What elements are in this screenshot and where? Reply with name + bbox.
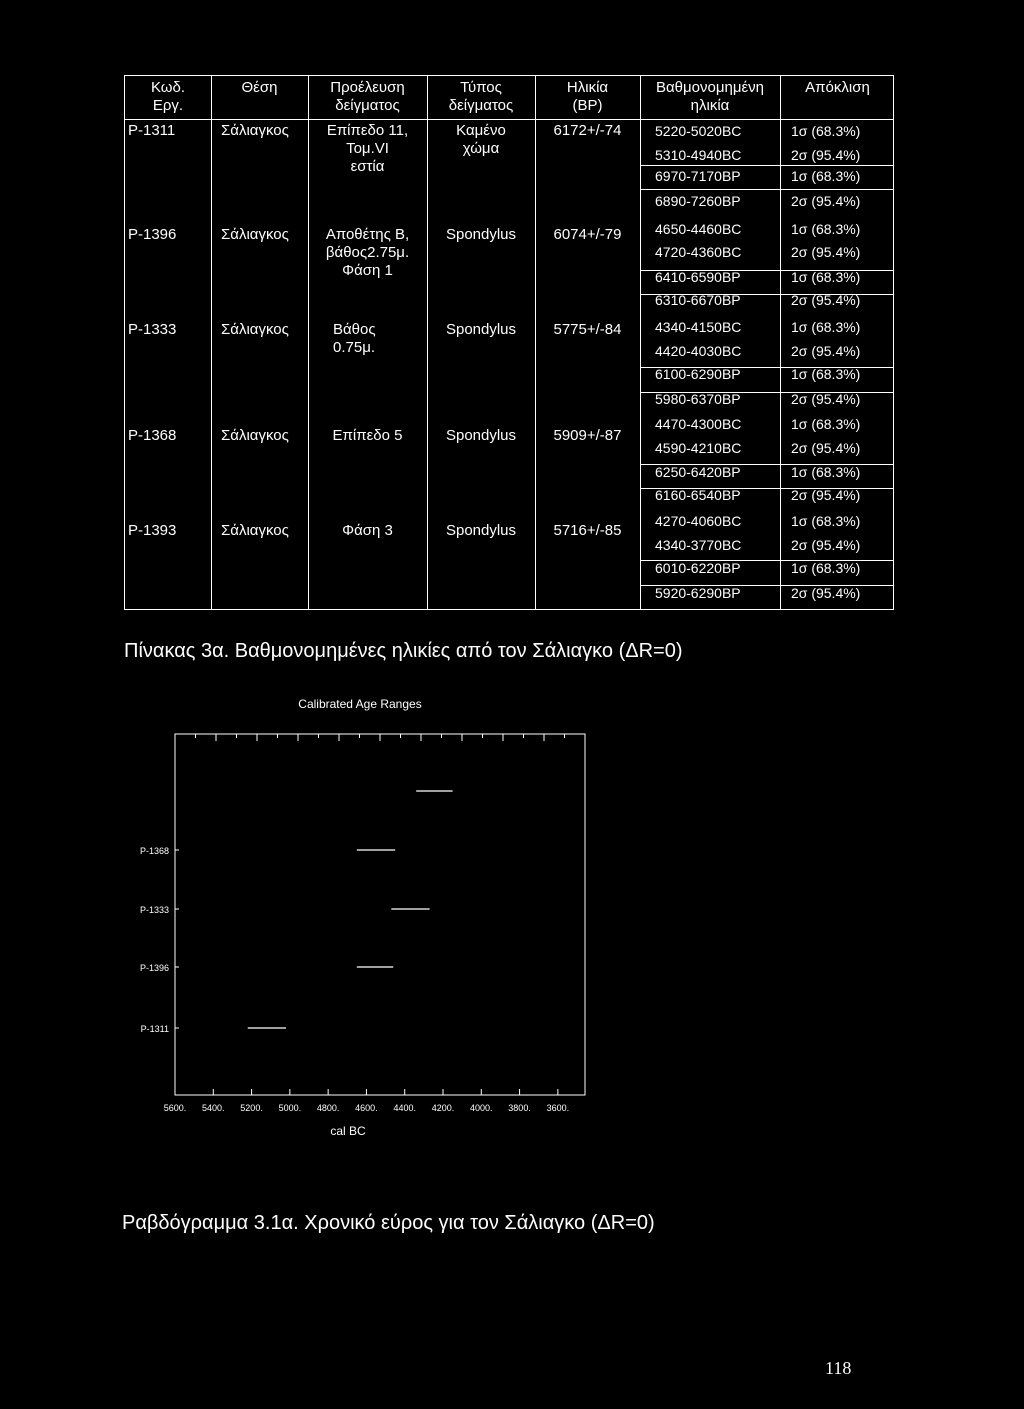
- header-code: Κωδ. Εργ.: [150, 79, 186, 114]
- deviation: 2σ (95.4%): [791, 487, 861, 503]
- col-divider: [211, 76, 212, 609]
- calibrated-range: 4270-4060BC: [655, 513, 742, 529]
- header-location: Θέση: [241, 79, 278, 96]
- chart-caption: Ραβδόγραμμα 3.1α. Χρονικό εύρος για τον Σάλιαγκο (ΔR=0): [122, 1212, 655, 1234]
- header-age: Ηλικία (BP): [566, 79, 609, 114]
- x-tick-label: 5400.: [202, 1103, 225, 1113]
- deviation: 2σ (95.4%): [791, 292, 861, 308]
- calibrated-range: 6890-7260BP: [655, 193, 741, 209]
- calibrated-range: 5220-5020BC: [655, 123, 742, 139]
- calibrated-range: 4340-3770BC: [655, 537, 742, 553]
- deviation: 2σ (95.4%): [791, 585, 861, 601]
- calibrated-range: 6250-6420BP: [655, 464, 741, 480]
- deviation: 2σ (95.4%): [791, 391, 861, 407]
- sample-code: P-1393: [128, 522, 177, 539]
- calibrated-range: 4470-4300BC: [655, 416, 742, 432]
- x-tick-label: 5600.: [163, 1103, 187, 1113]
- deviation: 1σ (68.3%): [791, 513, 861, 529]
- x-tick-label: 4200.: [431, 1103, 455, 1113]
- col-divider: [640, 76, 641, 609]
- sample-age: 6172+/-74: [553, 122, 622, 139]
- deviation: 1σ (68.3%): [791, 416, 861, 432]
- x-tick-label: 4000.: [470, 1103, 493, 1113]
- sample-type: Καμένο χώμα: [456, 122, 506, 157]
- sample-type: Spondylus: [445, 427, 517, 444]
- deviation: 1σ (68.3%): [791, 560, 861, 576]
- sample-type: Spondylus: [445, 226, 517, 243]
- sample-code: P-1396: [128, 226, 177, 243]
- sample-origin: Επίπεδο 11, Τομ.VI εστία: [326, 122, 409, 175]
- sample-age: 6074+/-79: [553, 226, 622, 243]
- sample-code: P-1311: [128, 122, 176, 139]
- range-divider: [640, 165, 893, 166]
- deviation: 2σ (95.4%): [791, 343, 861, 359]
- calibrated-range: 6100-6290BP: [655, 366, 741, 382]
- chart-title: Calibrated Age Ranges: [298, 697, 422, 711]
- header-divider: [125, 119, 893, 120]
- x-tick-label: 5000.: [278, 1103, 302, 1113]
- x-tick-label: 3600.: [546, 1103, 570, 1113]
- plot-frame: [175, 734, 585, 1095]
- calibrated-range: 4720-4360BC: [655, 244, 742, 260]
- page-number: 118: [825, 1358, 852, 1378]
- deviation: 1σ (68.3%): [791, 464, 861, 480]
- series-label: P-1396: [139, 963, 169, 973]
- deviation: 2σ (95.4%): [791, 147, 861, 163]
- table-caption: Πίνακας 3α. Βαθμονομημένες ηλικίες από τον Σάλιαγκο (ΔR=0): [124, 640, 683, 662]
- sample-location: Σάλιαγκος: [221, 522, 289, 539]
- deviation: 1σ (68.3%): [791, 269, 861, 285]
- calibrated-range: 5980-6370BP: [655, 391, 741, 407]
- calibrated-range: 6970-7170BP: [655, 168, 741, 184]
- sample-type: Spondylus: [445, 321, 517, 338]
- header-calibrated: Βαθμονομημένη ηλικία: [655, 79, 764, 114]
- series-label: P-1311: [140, 1024, 169, 1034]
- x-tick-label: 3800.: [508, 1103, 531, 1113]
- calibrated-range: 4340-4150BC: [655, 319, 742, 335]
- deviation: 2σ (95.4%): [791, 537, 861, 553]
- calibrated-range: 6410-6590BP: [655, 269, 741, 285]
- sample-location: Σάλιαγκος: [221, 226, 289, 243]
- header-type: Τύπος δείγματος: [448, 79, 514, 114]
- sample-location: Σάλιαγκος: [221, 427, 289, 444]
- sample-location: Σάλιαγκος: [221, 122, 289, 139]
- sample-age: 5716+/-85: [553, 522, 622, 539]
- calibrated-range: 5310-4940BC: [655, 147, 742, 163]
- sample-code: P-1333: [128, 321, 177, 338]
- header-origin: Προέλευση δείγματος: [330, 79, 405, 114]
- sample-code: P-1368: [128, 427, 177, 444]
- x-tick-label: 4600.: [355, 1103, 378, 1113]
- sample-age: 5775+/-84: [553, 321, 622, 338]
- deviation: 1σ (68.3%): [791, 221, 861, 237]
- x-tick-label: 5200.: [240, 1103, 263, 1113]
- calibrated-range: 4420-4030BC: [655, 343, 742, 359]
- header-deviation: Απόκλιση: [805, 79, 870, 96]
- sample-location: Σάλιαγκος: [221, 321, 289, 338]
- deviation: 2σ (95.4%): [791, 440, 861, 456]
- sample-type: Spondylus: [445, 522, 517, 539]
- sample-origin: Επίπεδο 5: [332, 427, 403, 444]
- deviation: 1σ (68.3%): [791, 319, 861, 335]
- deviation: 1σ (68.3%): [791, 168, 861, 184]
- col-divider: [780, 76, 781, 609]
- x-tick-label: 4400.: [393, 1103, 416, 1113]
- x-axis-label: cal BC: [330, 1124, 366, 1138]
- calibrated-age-chart: [120, 690, 600, 1150]
- calibrated-range: 4590-4210BC: [655, 440, 742, 456]
- deviation: 1σ (68.3%): [791, 366, 861, 382]
- x-tick-label: 4800.: [316, 1103, 340, 1113]
- deviation: 1σ (68.3%): [791, 123, 861, 139]
- series-label: P-1368: [139, 846, 169, 856]
- calibrated-range: 5920-6290BP: [655, 585, 741, 601]
- sample-origin: Βάθος 0.75μ.: [333, 321, 376, 356]
- sample-age: 5909+/-87: [553, 427, 622, 444]
- calibrated-range: 4650-4460BC: [655, 221, 742, 237]
- deviation: 2σ (95.4%): [791, 193, 861, 209]
- deviation: 2σ (95.4%): [791, 244, 861, 260]
- calibrated-range: 6310-6670BP: [655, 292, 741, 308]
- sample-origin: Αποθέτης Β, βάθος2.75μ. Φάση 1: [325, 226, 410, 279]
- calibrated-ages-table: [124, 75, 894, 610]
- range-divider: [640, 189, 893, 190]
- calibrated-range: 6160-6540BP: [655, 487, 741, 503]
- series-label: P-1333: [139, 905, 169, 915]
- calibrated-range: 6010-6220BP: [655, 560, 741, 576]
- sample-origin: Φάση 3: [342, 522, 393, 539]
